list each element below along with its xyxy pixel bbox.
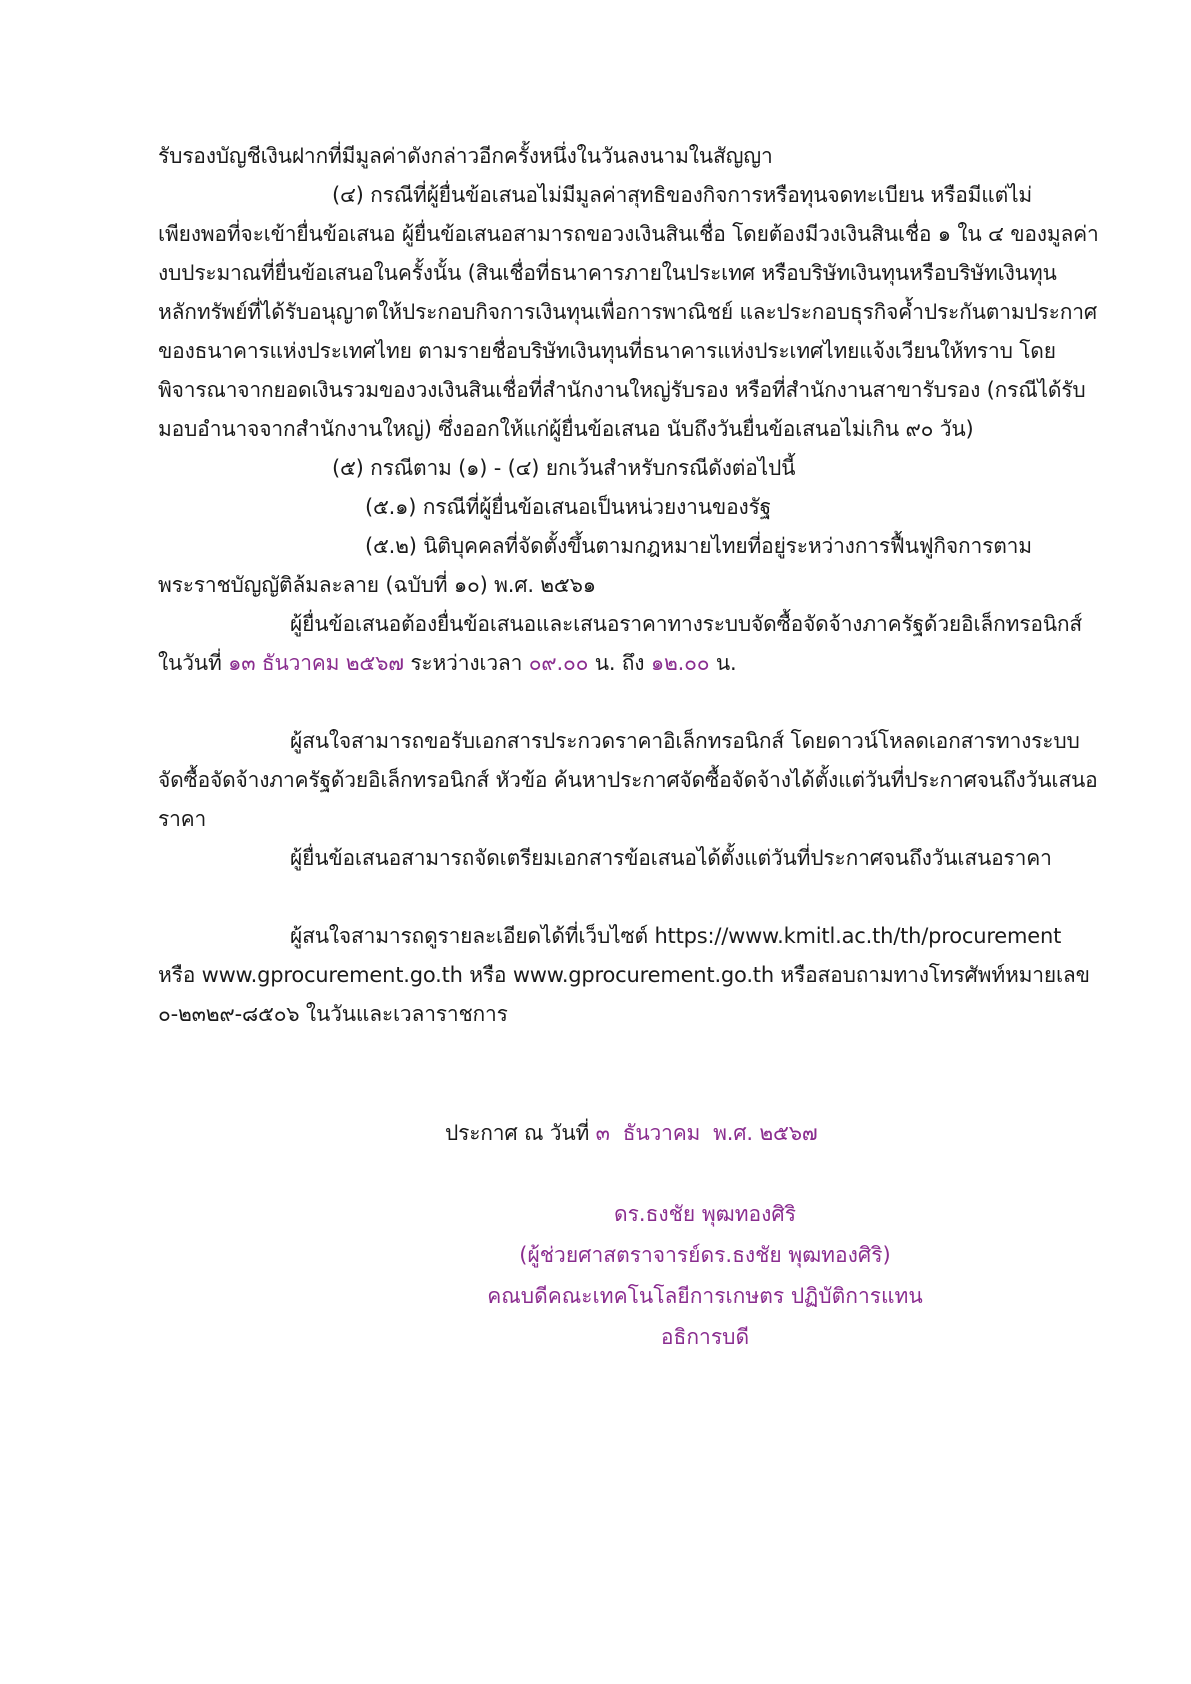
announce-year: ๒๕๖๗ xyxy=(759,1121,818,1145)
body-line-1: รับรองบัญชีเงินฝากที่มีมูลค่าดังกล่าวอีกครั้งหนึ่งในวันลงนามในสัญญา xyxy=(158,144,773,168)
body-line-8: มอบอำนาจจากสำนักงานใหญ่) ซึ่งออกให้แก่ผู้ยื่นข้อเสนอ นับถึงวันยื่นข้อเสนอไม่เกิน ๙๐ วัน) xyxy=(158,417,974,441)
contact-line-1: ผู้สนใจสามารถดูรายละเอียดได้ที่เว็บไซต์ https://www.kmitl.ac.th/th/procurement xyxy=(290,924,1062,948)
announce-date xyxy=(445,1119,817,1147)
submission-unit1: น. ถึง xyxy=(594,651,645,675)
submission-time-start: ๐๙.๐๐ xyxy=(528,651,589,675)
contact-line-3: ๐-๒๓๒๙-๘๕๐๖ ในวันและเวลาราชการ xyxy=(158,1002,508,1026)
body-line-5: หลักทรัพย์ที่ได้รับอนุญาตให้ประกอบกิจการเงินทุนเพื่อการพาณิชย์ และประกอบธุรกิจค้ำประกันตามประกาศ xyxy=(158,300,1097,324)
download-line-3: ราคา xyxy=(158,807,207,831)
submission-date: ๑๓ ธันวาคม ๒๕๖๗ xyxy=(228,651,404,675)
download-line-2: จัดซื้อจัดจ้างภาครัฐด้วยอิเล็กทรอนิกส์ หัวข้อ ค้นหาประกาศจัดซื้อจัดจ้างได้ตั้งแต่วันที่ประกาศจนถึงวันเสนอ xyxy=(158,768,1098,792)
submission-prefix: ในวันที่ xyxy=(158,651,222,675)
body-line-3: เพียงพอที่จะเข้ายื่นข้อเสนอ ผู้ยื่นข้อเสนอสามารถขอวงเงินสินเชื่อ โดยต้องมีวงเงินสินเชื่อ ๑ ใน ๔ ของมูลค่า xyxy=(158,222,1099,246)
prepare-line: ผู้ยื่นข้อเสนอสามารถจัดเตรียมเอกสารข้อเสนอได้ตั้งแต่วันที่ประกาศจนถึงวันเสนอราคา xyxy=(290,846,1052,870)
clause-5: (๕) กรณีตาม (๑) - (๔) ยกเว้นสำหรับกรณีดังต่อไปนี้ xyxy=(332,456,796,480)
contact-line-2: หรือ www.gprocurement.go.th หรือ www.gprocurement.go.th หรือสอบถามทางโทรศัพท์หมายเลข xyxy=(158,963,1090,987)
announce-day: ๓ xyxy=(595,1121,610,1145)
signer-position: คณบดีคณะเทคโนโลยีการเกษตร ปฏิบัติการแทน xyxy=(487,1284,923,1308)
clause-4: (๔) กรณีที่ผู้ยื่นข้อเสนอไม่มีมูลค่าสุทธิของกิจการหรือทุนจดทะเบียน หรือมีแต่ไม่ xyxy=(332,183,1033,207)
body-line-4: งบประมาณที่ยื่นข้อเสนอในครั้งนั้น (สินเชื่อที่ธนาคารภายในประเทศ หรือบริษัทเงินทุนหรือบริษัทเงินทุน xyxy=(158,261,1057,285)
signer-acting-for: อธิการบดี xyxy=(660,1325,750,1349)
signer-name: ดร.ธงชัย พุฒทองศิริ xyxy=(613,1202,797,1226)
body-line-12: พระราชบัญญัติล้มละลาย (ฉบับที่ ๑๐) พ.ศ. ๒๕๖๑ xyxy=(158,573,596,597)
announce-year-label: พ.ศ. xyxy=(713,1121,753,1145)
clause-5-1: (๕.๑) กรณีที่ผู้ยื่นข้อเสนอเป็นหน่วยงานของรัฐ xyxy=(365,495,772,519)
submission-paragraph: ผู้ยื่นข้อเสนอต้องยื่นข้อเสนอและเสนอราคาทางระบบจัดซื้อจัดจ้างภาครัฐด้วยอิเล็กทรอนิกส์ xyxy=(290,612,1083,636)
submission-unit2: น. xyxy=(715,651,737,675)
announce-prefix: ประกาศ ณ วันที่ xyxy=(445,1121,590,1145)
clause-5-2: (๕.๒) นิติบุคคลที่จัดตั้งขึ้นตามกฎหมายไทยที่อยู่ระหว่างการฟื้นฟูกิจการตาม xyxy=(365,534,1032,558)
submission-time-end: ๑๒.๐๐ xyxy=(650,651,710,675)
signer-full-title: (ผู้ช่วยศาสตราจารย์ดร.ธงชัย พุฒทองศิริ) xyxy=(519,1243,891,1267)
body-line-6: ของธนาคารแห่งประเทศไทย ตามรายชื่อบริษัทเงินทุนที่ธนาคารแห่งประเทศไทยแจ้งเวียนให้ทราบ โดย xyxy=(158,339,1056,363)
submission-datetime xyxy=(158,649,736,677)
submission-mid: ระหว่างเวลา xyxy=(410,651,523,675)
announce-month: ธันวาคม xyxy=(622,1121,701,1145)
download-line-1: ผู้สนใจสามารถขอรับเอกสารประกวดราคาอิเล็กทรอนิกส์ โดยดาวน์โหลดเอกสารทางระบบ xyxy=(290,729,1080,753)
body-line-7: พิจารณาจากยอดเงินรวมของวงเงินสินเชื่อที่สำนักงานใหญ่รับรอง หรือที่สำนักงานสาขารับรอง (กรณีได้รับ xyxy=(158,378,1086,402)
